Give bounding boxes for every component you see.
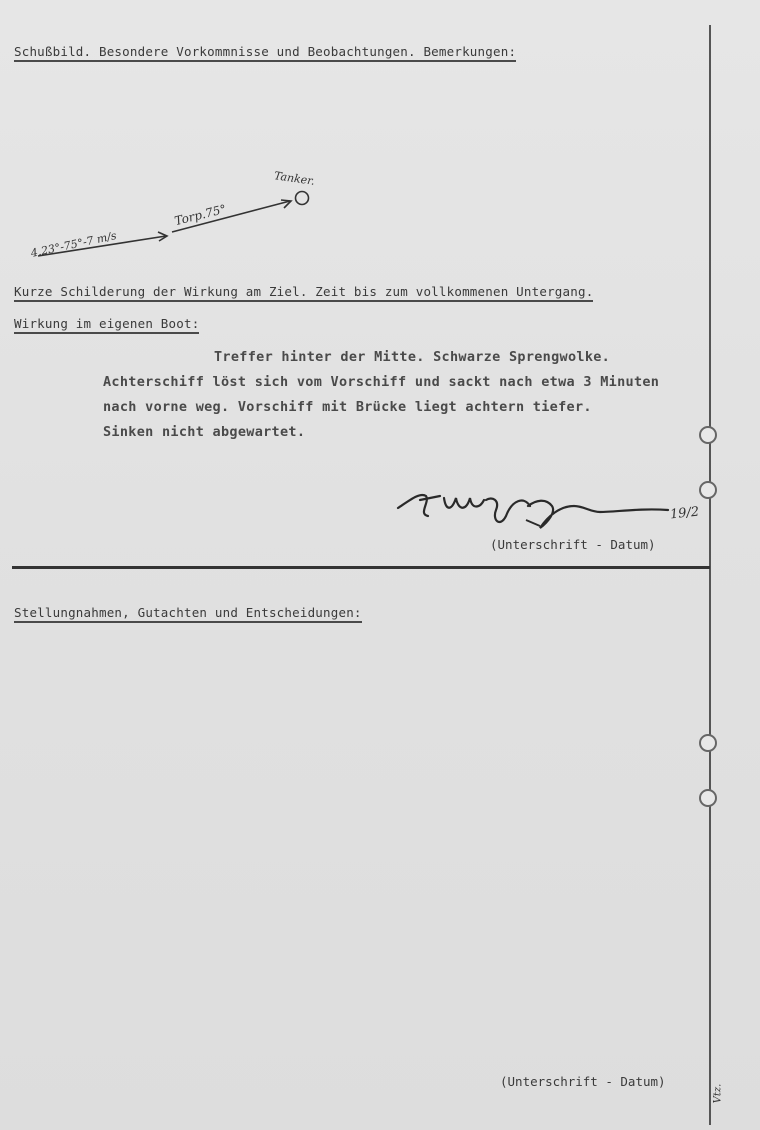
section-divider bbox=[12, 566, 710, 569]
target-label: Tanker. bbox=[273, 169, 316, 188]
bearing-label: 4.23°-75°-7 m/s bbox=[29, 229, 118, 260]
description-line: Treffer hinter der Mitte. Schwarze Sprengwolke. bbox=[214, 349, 611, 365]
bottom-signature-caption: (Unterschrift - Datum) bbox=[500, 1074, 666, 1089]
own-boat-section-header: Wirkung im eigenen Boot: bbox=[14, 316, 199, 334]
description-line: Sinken nicht abgewartet. bbox=[103, 424, 306, 440]
torpedo-label: Torp.75° bbox=[173, 201, 228, 229]
effect-section-header: Kurze Schilderung der Wirkung am Ziel. Zeit bis zum vollkommenen Untergang. bbox=[14, 284, 593, 302]
margin-mark: Vtz. bbox=[712, 1083, 724, 1104]
statements-section-header: Stellungnahmen, Gutachten und Entscheidungen: bbox=[14, 605, 362, 623]
signature-date: 19/2 bbox=[669, 504, 700, 523]
description-line: nach vorne weg. Vorschiff mit Brücke liegt achtern tiefer. bbox=[103, 399, 592, 415]
signature-caption: (Unterschrift - Datum) bbox=[490, 537, 656, 552]
shot-section-header: Schußbild. Besondere Vorkommnisse und Beobachtungen. Bemerkungen: bbox=[14, 44, 516, 62]
description-line: Achterschiff löst sich vom Vorschiff und sackt nach etwa 3 Minuten bbox=[103, 374, 660, 390]
